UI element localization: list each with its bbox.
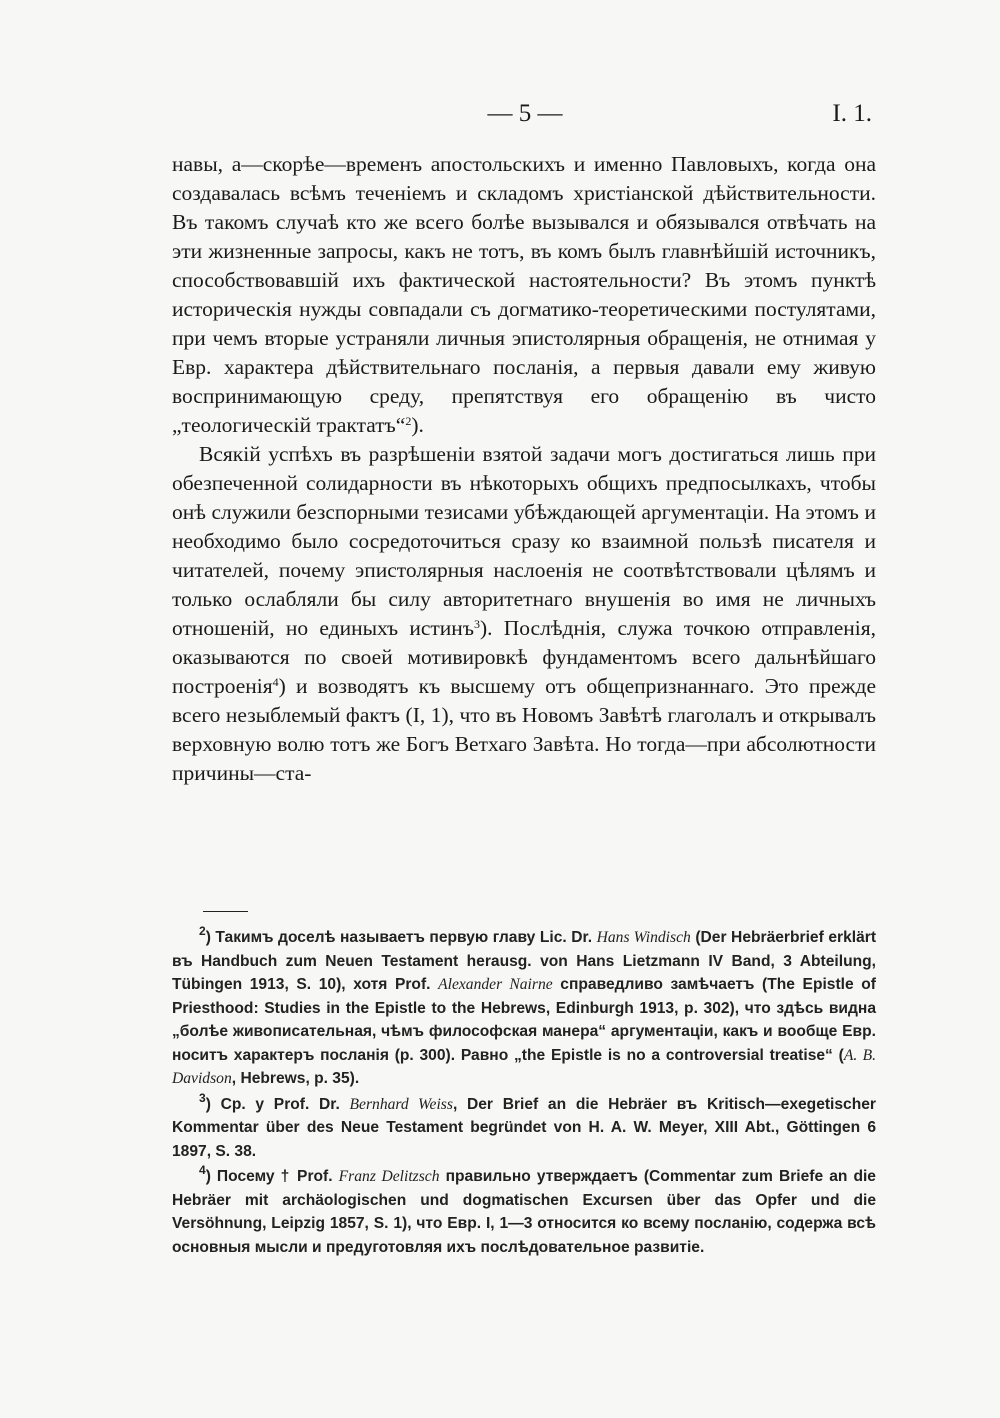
page-header xyxy=(172,100,878,134)
footnote-2-text-c: справедливо замѣчаетъ (The Epistle of Priesthood: Studies in the Epistle to the Hebrews, Edinburgh 1913, p. 302), что здѣсь видна „болѣе живописательная, чѣмъ философская манера“ аргументаціи, какъ и вообще Евр. носитъ характеръ посланія (p. 300). Равно „the Epistle is no a controversial treatise“ ( xyxy=(172,976,876,1064)
footnote-2-text-b: (Der Hebräerbrief erklärt въ Handbuch zum Neuen Testament herausg. von Hans Lietzmann IV Band, 3 Abteilung, Tübingen 1913, S. 10), хотя Prof. xyxy=(172,929,877,993)
footnote-3-text: ) Cp. у Prof. Dr. xyxy=(205,1095,350,1113)
footnote-4-number: 4 xyxy=(199,1163,206,1177)
main-text xyxy=(172,150,876,788)
paragraph-1-end: ). xyxy=(411,413,424,437)
footnote-2-author-3: A. B. Davidson xyxy=(172,1046,876,1087)
footnote-2-author-2: Alexander Nairne xyxy=(438,976,553,993)
footnote-3-number: 3 xyxy=(199,1090,206,1105)
footnote-4 xyxy=(172,1165,876,1259)
paragraph-1-text: навы, а—скорѣе—временъ апостольскихъ и именно Павловыхъ, когда она создавалась всѣмъ теченіемъ и складомъ христіанской дѣйствительности. Въ такомъ случаѣ кто же всего болѣе вызывался и обязывался отвѣчать на эти жизненные запросы, какъ не тотъ, въ комъ былъ главнѣйшій источникъ, способствовавшій ихъ фактической настоятельности? Въ этомъ пунктѣ историческія нужды совпадали съ догматико-теоретическими постулятами, при чемъ вторые устраняли личныя эпистолярныя обращенія, не отнимая у Евр. характера дѣйствительнаго посланія, а первыя давали ему живую воспринимающую среду, препятствуя его обращенію въ чисто „теологическій трактатъ“ xyxy=(172,152,876,437)
footnotes xyxy=(172,926,876,1261)
footnote-4-text-b: правильно утверждаетъ (Commentar zum Briefe an die Hebräer mit archäologischen und dogmatischen Excursen über das Opfer und die Versöhnung, Leipzig 1857, S. 1), что Евр. I, 1—3 относится ко всему посланію, содержа всѣ основныя мысли и предуготовляя ихъ послѣдовательное развитіе. xyxy=(172,1168,876,1256)
paragraph-2 xyxy=(172,440,876,788)
paragraph-2-text-c: ) и возводятъ къ высшему отъ общепризнаннаго. Это прежде всего незыблемый фактъ (I, 1), что въ Новомъ Завѣтѣ глаголалъ и открывалъ верховную волю тотъ же Богъ Ветхаго Завѣта. Но тогда—при абсолютности причины—ста- xyxy=(172,674,876,785)
footnote-4-author: Franz Delitzsch xyxy=(338,1168,440,1185)
footnote-2 xyxy=(172,926,876,1091)
footnote-2-number: 2 xyxy=(199,924,206,938)
page-number: — 5 — xyxy=(487,100,563,127)
footnote-2-text: ) Такимъ доселѣ называетъ первую главу Lic. Dr. xyxy=(205,929,597,946)
paragraph-2-text-b: ). Послѣднія, служа точкою отправленія, оказываются по своей мотивировкѣ фундаментомъ всего дальнѣйшаго построенія xyxy=(172,616,876,698)
paragraph-1 xyxy=(172,150,876,440)
footnote-2-text-d: , Hebrews, p. 35). xyxy=(231,1070,360,1087)
footnote-3-text-b: , Der Brief an die Hebräer въ Kritisch—exegetischer Kommentar über des Neue Testament begründet von H. A. W. Meyer, XIII Abt., Göttingen 6 1897, S. 38. xyxy=(172,1095,876,1160)
chapter-reference: I. 1. xyxy=(832,100,872,127)
footnote-2-author-1: Hans Windisch xyxy=(596,929,691,946)
footnote-3-author: Bernhard Weiss xyxy=(349,1095,453,1113)
footnote-ref-3: 3 xyxy=(473,617,480,631)
footnote-ref-4: 4 xyxy=(272,675,279,689)
footnote-4-text: ) Посему † Prof. xyxy=(205,1168,339,1185)
footnote-ref-2: 2 xyxy=(405,414,412,428)
footnote-divider xyxy=(203,911,248,912)
footnote-3 xyxy=(172,1090,876,1164)
paragraph-2-text: Всякій успѣхъ въ разрѣшеніи взятой задачи могъ достигаться лишь при обезпеченной солидарности въ нѣкоторыхъ общихъ предпосылкахъ, чтобы онѣ служили безспорными тезисами убѣждающей аргументаціи. На этомъ и необходимо было сосредоточиться сразу ко взаимной пользѣ писателя и читателей, почему эпистолярныя наслоенія не соотвѣтствовали цѣлямъ и только ослабляли бы силу авторитетнаго внушенія во имя не личныхъ отношеній, но единыхъ истинъ xyxy=(172,442,876,640)
